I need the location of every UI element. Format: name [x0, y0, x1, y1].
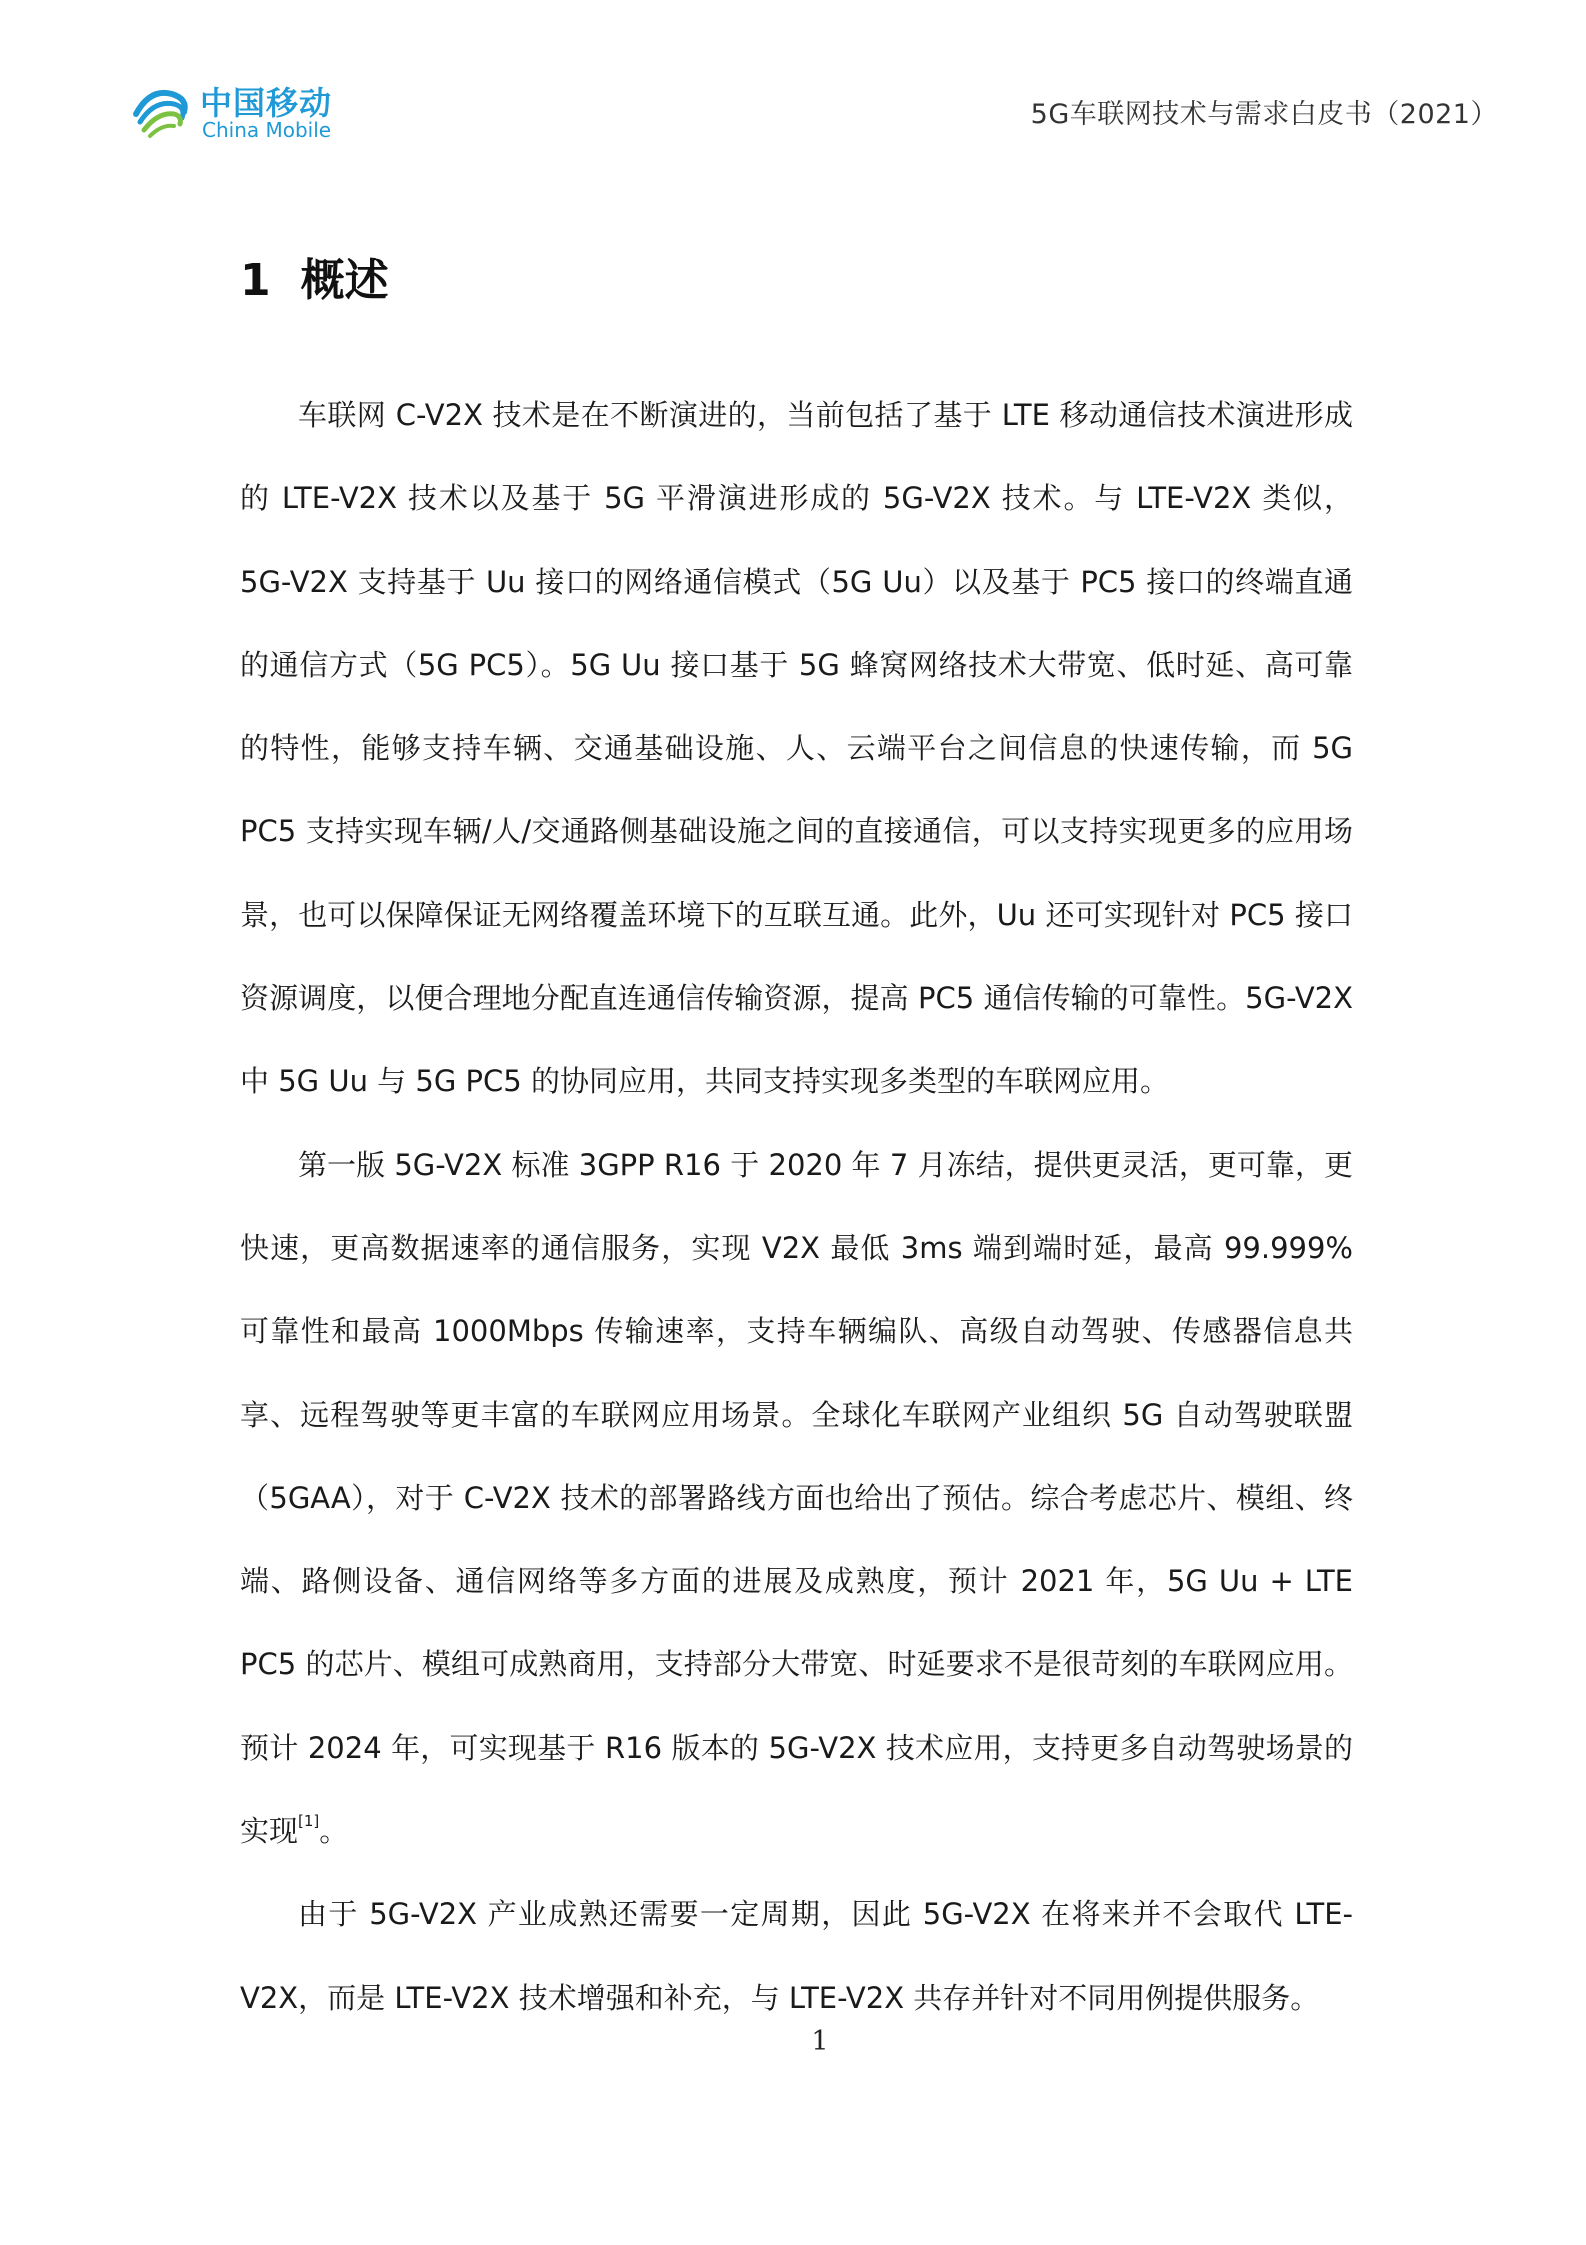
china-mobile-logo: [128, 74, 348, 146]
document-header-title: 5G车联网技术与需求白皮书（2021）: [1030, 99, 1498, 130]
citation-link[interactable]: [1]: [298, 1812, 320, 1831]
paragraph: [240, 374, 1353, 1124]
paragraph: [240, 1873, 1353, 2040]
chapter-heading: [240, 244, 389, 308]
logo-english-name: China Mobile: [202, 118, 332, 142]
chapter-title: 概述: [300, 255, 389, 306]
china-mobile-logo-icon: [128, 74, 196, 142]
body-text: [240, 374, 1353, 2040]
paragraph-text: 车联网 C-V2X 技术是在不断演进的，当前包括了基于 LTE 移动通信技术演进形成的 LTE-V2X 技术以及基于 5G 平滑演进形成的 5G-V2X 技术。与 LTE-V2X 类似，5G-V2X 支持基于 Uu 接口的网络通信模式（5G Uu）以及基于 PC5 接口的终端直通的通信方式（5G PC5）。5G Uu 接口基于 5G 蜂窝网络技术大带宽、低时延、高可靠的特性，能够支持车辆、交通基础设施、人、云端平台之间信息的快速传输，而 5G PC5 支持实现车辆/人/交通路侧基础设施之间的直接通信，可以支持实现更多的应用场景，也可以保障保证无网络覆盖环境下的互联互通。此外，Uu 还可实现针对 PC5 接口资源调度，以便合理地分配直连通信传输资源，提高 PC5 通信传输的可靠性。5G-V2X 中 5G Uu 与 5G PC5 的协同应用，共同支持实现多类型的车联网应用。: [240, 398, 1353, 1099]
page-number: 1: [811, 2026, 829, 2057]
paragraph-tail: 。: [319, 1814, 349, 1849]
paragraph: [240, 1124, 1353, 1874]
chapter-number: 1: [240, 255, 271, 306]
logo-chinese-name: 中国移动: [200, 84, 333, 122]
paragraph-text: 第一版 5G-V2X 标准 3GPP R16 于 2020 年 7 月冻结，提供更灵活，更可靠，更快速，更高数据速率的通信服务，实现 V2X 最低 3ms 端到端时延，最高 99.999% 可靠性和最高 1000Mbps 传输速率，支持车辆编队、高级自动驾驶、传感器信息共享、远程驾驶等更丰富的车联网应用场景。全球化车联网产业组织 5G 自动驾驶联盟（5GAA），对于 C-V2X 技术的部署路线方面也给出了预估。综合考虑芯片、模组、终端、路侧设备、通信网络等多方面的进展及成熟度，预计 2021 年，5G Uu + LTE PC5 的芯片、模组可成熟商用，支持部分大带宽、时延要求不是很苛刻的车联网应用。预计 2024 年，可实现基于 R16 版本的 5G-V2X 技术应用，支持更多自动驾驶场景的实现: [240, 1147, 1353, 1849]
paragraph-text: 由于 5G-V2X 产业成熟还需要一定周期，因此 5G-V2X 在将来并不会取代 LTE-V2X，而是 LTE-V2X 技术增强和补充，与 LTE-V2X 共存并针对不同用例提供服务。: [240, 1897, 1353, 2015]
